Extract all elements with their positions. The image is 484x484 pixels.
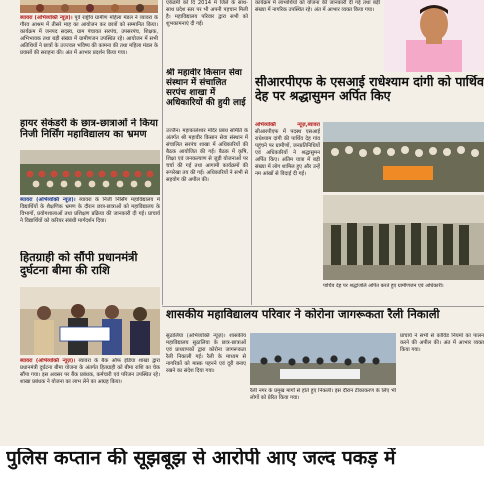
col1-insurance-body: ब्यावरा के बैंक ऑफ इंडिया शाखा द्वारा प्रधानमंत्री दुर्घटना बीमा योजना के अंतर्गत हितग्राही को बीमा राशि का चेक सौंपा गया। इस अवसर पर बैंक प्रबंधक, कर्मचारी एवं परिजन उपस्थित रहे। शाखा प्रबंधक ने योजना का लाभ लेने का आग्रह किया। — [20, 358, 160, 385]
section-rule — [162, 306, 484, 307]
col1-insurance-dateline: ब्यावरा (अभिव्यक्ति न्यूज़)। — [20, 358, 76, 364]
bottom-story-left: सुठालिया (अभिव्यक्ति न्यूज़)। शासकीय महाविद्यालय सुठालिया के छात्र-छात्राओं एवं प्राध्यापकों द्वारा कोरोना जागरूकता रैली निकाली गई। रैली के माध्यम से नागरिकों को मास्क पहनने एवं दूरी बनाए रखने का संदेश दिया गया। — [166, 333, 246, 374]
col1-insurance-story — [20, 358, 160, 442]
col1-headline-nursing-visit: हायर सेकंडरी के छात्र-छात्राओं ने किया निजी निर्सिंग महाविद्यालय का भ्रमण — [20, 118, 158, 141]
col2-headline: श्री महावीर किसान सेवा संस्थान में संचालित सरपंच शाखा में अधिकारियों की हुयी लाई — [166, 68, 246, 109]
insurance-cheque-photo — [20, 287, 160, 355]
funeral-photo-caption: पार्थिव देह पर श्रद्धांजलि अर्पित करते हुए ग्रामीणजन एवं अधिकारी। — [323, 283, 444, 289]
col1-nursing-story — [20, 197, 160, 249]
portrait-photo — [384, 0, 484, 72]
funeral-photo-top — [323, 122, 484, 192]
col1-top-dateline: ब्यावरा (अभिव्यक्ति न्यूज़)। — [20, 15, 73, 21]
students-group-photo — [20, 150, 160, 195]
col3-top-story: कार्यक्रम में लाभार्थियों को योजना की जानकारी दी गई तथा बड़ी संख्या में नागरिक उपस्थित रहे। अंत में आभार व्यक्त किया गया। — [255, 0, 380, 13]
col1-nursing-dateline: ब्यावरा (अभिव्यक्ति न्यूज़)। — [20, 197, 76, 203]
bottom-story-right: प्राचार्य ने सभी से कोविड नियमों का पालन करने की अपील की। अंत में आभार व्यक्त किया गया। — [400, 333, 484, 353]
column-rule-1 — [162, 0, 163, 305]
col1-top-body: पूर्व राष्ट्रीय ग्रामीण महिला मंडल ने व्यावरा के गौरव आश्रम में तीसरे माह का आयोजन कर छात्रों को सम्मानित किया। कार्यक्रम में जनपद सदस्य, ग्राम पंचायत सरपंच, उपसरपंच, शिक्षक, अभिभावक तथा बड़ी संख्या में ग्रामीणजन उपस्थित रहे। आयोजन में सभी अतिथियों ने छात्रों के उज्ज्वल भविष्य की कामना की तथा महिला मंडल के प्रयासों की सराहना की। अंत में आभार प्रदर्शन किया गया। — [20, 15, 158, 56]
col3-main-headline: सीआरपीएफ के एसआई राधेश्याम दांगी को पार्थिव देह पर श्रद्धासुमन अर्पित किए — [255, 75, 484, 104]
col3-main-dateline: अभिव्यक्ति न्यूज़,ब्यावरा — [255, 122, 320, 128]
funeral-photo-bottom — [323, 195, 484, 280]
col2-top-story: एकेडमी को दि 2014 में जिले के साथ-साथ प्रदेश स्तर पर भी अपनी पहचान मिली है। महाविद्यालय परिवार द्वारा सभी को शुभकामनाएं दी गईं। — [166, 0, 248, 27]
column-rule-2 — [251, 0, 252, 305]
col2-story-body: उज्जैन। महाकालेश्वर मंदिर प्रबंध समिति के अंतर्गत श्री महावीर किसान सेवा संस्थान में संचालित सरपंच शाखा में अधिकारियों की बैठक आयोजित की गई। बैठक में कृषि, शिक्षा एवं जनकल्याण से जुड़ी योजनाओं पर चर्चा की गई तथा आगामी कार्यक्रमों की रूपरेखा तय की गई। अधिकारियों ने सभी से सहयोग की अपील की। — [166, 128, 248, 183]
col3-main-story — [255, 122, 320, 300]
col3-main-body: सीआरपीएफ में पदस्थ एसआई राधेश्याम दांगी की पार्थिव देह गांव पहुंचने पर ग्रामीणों, जनप्रतिनिधियों एवं अधिकारियों ने श्रद्धासुमन अर्पित किए। अंतिम यात्रा में बड़ी संख्या में लोग शामिल हुए और उन्हें नम आंखों से विदाई दी गई। — [255, 129, 320, 177]
rally-photo — [250, 333, 396, 385]
footer-headline: पुलिस कप्तान की सूझबूझ से आरोपी आए जल्द पकड़ में — [6, 448, 396, 469]
col1-nursing-body: ब्यावरा के निजी निर्सिंग महाविद्यालय में विद्यार्थियों के शैक्षणिक भ्रमण के दौरान छात्र-छात्राओं को महाविद्यालय के विभागों, प्रयोगशालाओं तथा प्रशिक्षण प्रक्रिया की जानकारी दी गई। प्राचार्य ने विद्यार्थियों को करियर संबंधी मार्गदर्शन दिया। — [20, 197, 160, 224]
bottom-story-mid: रैली नगर के प्रमुख मार्गों से होते हुए निकली। इस दौरान टीकाकरण के लिए भी लोगों को प्रेरित किया गया। — [250, 388, 396, 401]
top-strip-photo — [20, 0, 158, 13]
bottom-headline-corona-rally: शासकीय महाविद्यालय परिवार ने कोरोना जागरूकता रैली निकाली — [166, 308, 440, 321]
col1-top-story — [20, 15, 158, 115]
col1-headline-insurance: हितग्राही को सौंपी प्रधानमंत्री दुर्घटना बीमा की राशि — [20, 251, 138, 278]
